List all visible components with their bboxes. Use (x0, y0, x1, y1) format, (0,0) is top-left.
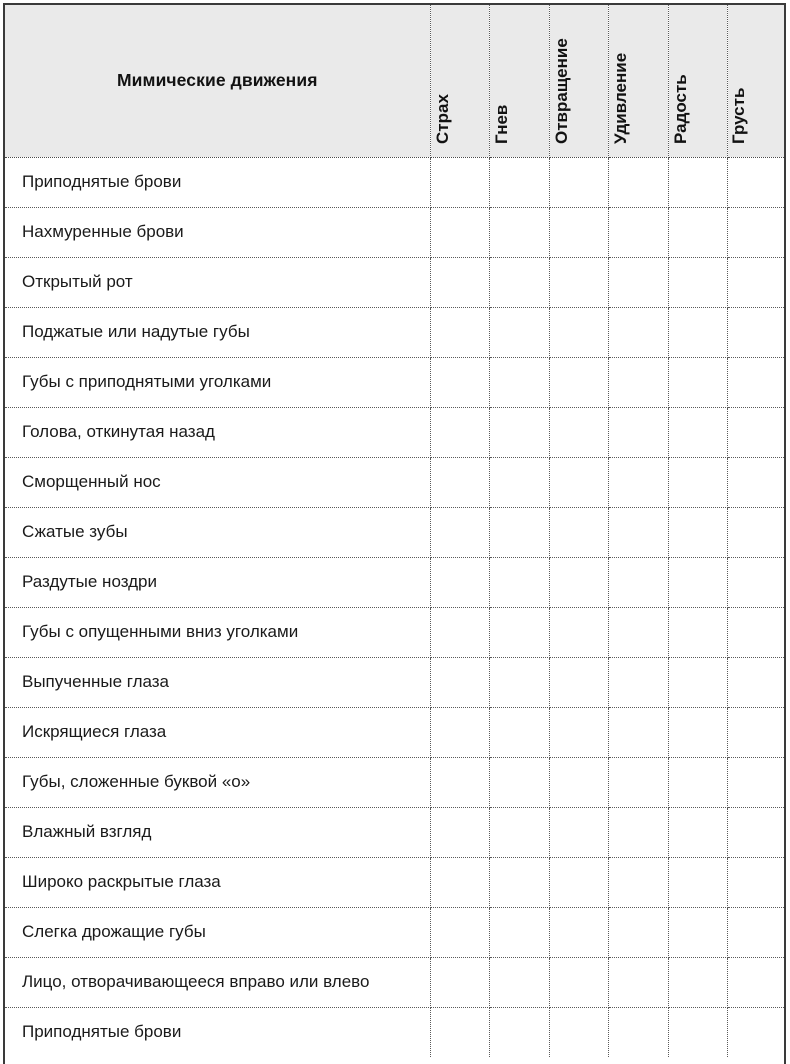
checkbox-cell[interactable] (430, 507, 489, 557)
row-label: Губы с опущенными вниз уголками (22, 622, 299, 642)
checkbox-cell[interactable] (430, 957, 489, 1007)
checkbox-cell[interactable] (489, 707, 549, 757)
row-label: Нахмуренные брови (22, 222, 184, 242)
checkbox-cell[interactable] (668, 657, 727, 707)
row-label-cell (5, 807, 430, 857)
checkbox-cell[interactable] (668, 507, 727, 557)
row-label: Открытый рот (22, 272, 133, 292)
row-label: Слегка дрожащие губы (22, 922, 206, 942)
table-row (5, 607, 784, 657)
checkbox-cell[interactable] (668, 257, 727, 307)
checkbox-cell[interactable] (549, 357, 608, 407)
page-title: Мимические движения (116, 70, 318, 91)
row-label-cell (5, 657, 430, 707)
checkbox-cell[interactable] (430, 857, 489, 907)
checkbox-cell[interactable] (489, 807, 549, 857)
row-label-cell (5, 507, 430, 557)
table-row (5, 907, 784, 957)
checkbox-cell[interactable] (549, 757, 608, 807)
checkbox-cell[interactable] (549, 657, 608, 707)
table-row (5, 1007, 784, 1057)
checkbox-cell[interactable] (549, 907, 608, 957)
table-row (5, 657, 784, 707)
checkbox-cell[interactable] (489, 357, 549, 407)
table-row (5, 557, 784, 607)
checkbox-cell[interactable] (668, 207, 727, 257)
checkbox-cell[interactable] (668, 807, 727, 857)
table-row (5, 357, 784, 407)
checkbox-cell[interactable] (608, 207, 668, 257)
table-row (5, 507, 784, 557)
checkbox-cell[interactable] (668, 457, 727, 507)
checkbox-cell[interactable] (549, 257, 608, 307)
checkbox-cell[interactable] (489, 607, 549, 657)
checkbox-cell[interactable] (489, 907, 549, 957)
checkbox-cell[interactable] (489, 1007, 549, 1057)
table-row (5, 707, 784, 757)
checkbox-cell[interactable] (430, 307, 489, 357)
checkbox-cell[interactable] (549, 707, 608, 757)
table-corner-header (5, 5, 430, 157)
row-label-cell (5, 257, 430, 307)
checkbox-cell[interactable] (727, 257, 784, 307)
checkbox-cell[interactable] (489, 157, 549, 207)
checkbox-cell[interactable] (608, 907, 668, 957)
checkbox-cell[interactable] (668, 1007, 727, 1057)
row-label-cell (5, 307, 430, 357)
checkbox-cell[interactable] (549, 207, 608, 257)
row-label-cell (5, 357, 430, 407)
row-label: Поджатые или надутые губы (22, 322, 250, 342)
checkbox-cell[interactable] (727, 707, 784, 757)
checkbox-cell[interactable] (727, 857, 784, 907)
checkbox-cell[interactable] (727, 807, 784, 857)
checkbox-cell[interactable] (727, 557, 784, 607)
row-label: Приподнятые брови (22, 1022, 182, 1042)
checkbox-cell[interactable] (608, 1007, 668, 1057)
table-body (5, 157, 784, 1057)
checkbox-cell[interactable] (489, 657, 549, 707)
checkbox-cell[interactable] (727, 207, 784, 257)
checkbox-cell[interactable] (430, 607, 489, 657)
checkbox-cell[interactable] (549, 407, 608, 457)
row-label-cell (5, 757, 430, 807)
table-row (5, 807, 784, 857)
checkbox-cell[interactable] (549, 507, 608, 557)
checkbox-cell[interactable] (549, 457, 608, 507)
row-label: Выпученные глаза (22, 672, 170, 692)
column-header-label: Грусть (728, 87, 748, 144)
table-row (5, 207, 784, 257)
checkbox-cell[interactable] (608, 607, 668, 657)
row-label-cell (5, 957, 430, 1007)
checkbox-cell[interactable] (608, 307, 668, 357)
checkbox-cell[interactable] (668, 607, 727, 657)
facial-movements-emotion-table (5, 5, 784, 1057)
row-label-cell (5, 607, 430, 657)
checkbox-cell[interactable] (668, 357, 727, 407)
checkbox-cell[interactable] (489, 857, 549, 907)
checkbox-cell[interactable] (430, 907, 489, 957)
checkbox-cell[interactable] (489, 457, 549, 507)
checkbox-cell[interactable] (608, 507, 668, 557)
checkbox-cell[interactable] (549, 607, 608, 657)
checkbox-cell[interactable] (489, 507, 549, 557)
column-header-radost (668, 5, 727, 157)
row-label-cell (5, 707, 430, 757)
checkbox-cell[interactable] (549, 557, 608, 607)
column-header-label: Страх (432, 93, 452, 144)
row-label-cell (5, 407, 430, 457)
checkbox-cell[interactable] (727, 407, 784, 457)
row-label: Губы, сложенные буквой «о» (22, 772, 251, 792)
checkbox-cell[interactable] (489, 757, 549, 807)
row-label: Приподнятые брови (22, 172, 182, 192)
checkbox-cell[interactable] (668, 557, 727, 607)
table-row (5, 957, 784, 1007)
checkbox-cell[interactable] (608, 707, 668, 757)
checkbox-cell[interactable] (727, 307, 784, 357)
checkbox-cell[interactable] (608, 757, 668, 807)
table-row (5, 407, 784, 457)
table-row (5, 257, 784, 307)
checkbox-cell[interactable] (727, 507, 784, 557)
row-label: Сморщенный нос (22, 472, 161, 492)
checkbox-cell[interactable] (727, 157, 784, 207)
checkbox-cell[interactable] (727, 457, 784, 507)
checkbox-cell[interactable] (430, 357, 489, 407)
checkbox-cell[interactable] (608, 407, 668, 457)
checkbox-cell[interactable] (668, 907, 727, 957)
checkbox-cell[interactable] (430, 807, 489, 857)
column-header-strah (430, 5, 489, 157)
checkbox-cell[interactable] (668, 707, 727, 757)
header-row (5, 5, 784, 157)
checkbox-cell[interactable] (727, 357, 784, 407)
row-label-cell (5, 907, 430, 957)
checkbox-cell[interactable] (668, 957, 727, 1007)
checkbox-cell[interactable] (489, 557, 549, 607)
row-label: Влажный взгляд (22, 822, 152, 842)
checkbox-cell[interactable] (489, 207, 549, 257)
checkbox-cell[interactable] (430, 707, 489, 757)
checkbox-cell[interactable] (430, 407, 489, 457)
row-label: Раздутые ноздри (22, 572, 158, 592)
checkbox-cell[interactable] (489, 407, 549, 457)
row-label-cell (5, 857, 430, 907)
checkbox-cell[interactable] (727, 1007, 784, 1057)
table-row (5, 307, 784, 357)
row-label: Сжатые зубы (22, 522, 128, 542)
column-header-otvrashchenie (549, 5, 608, 157)
column-header-udivlenie (608, 5, 668, 157)
checkbox-cell[interactable] (549, 1007, 608, 1057)
checkbox-cell[interactable] (430, 207, 489, 257)
checkbox-cell[interactable] (430, 157, 489, 207)
checkbox-cell[interactable] (668, 407, 727, 457)
checkbox-cell[interactable] (549, 957, 608, 1007)
checkbox-cell[interactable] (430, 757, 489, 807)
column-header-label: Удивление (611, 52, 630, 144)
row-label: Губы с приподнятыми уголками (22, 372, 272, 392)
row-label: Искрящиеся глаза (22, 722, 167, 742)
checkbox-cell[interactable] (727, 957, 784, 1007)
checkbox-cell[interactable] (668, 757, 727, 807)
checkbox-cell[interactable] (549, 157, 608, 207)
checkbox-cell[interactable] (727, 607, 784, 657)
checkbox-cell[interactable] (430, 557, 489, 607)
checkbox-cell[interactable] (608, 657, 668, 707)
column-header-label: Радость (670, 73, 690, 144)
checkbox-cell[interactable] (608, 457, 668, 507)
checkbox-cell[interactable] (430, 657, 489, 707)
checkbox-cell[interactable] (549, 857, 608, 907)
column-header-label: Отвращение (551, 37, 571, 144)
column-header-gnev (489, 5, 549, 157)
checkbox-cell[interactable] (668, 157, 727, 207)
table-row (5, 757, 784, 807)
checkbox-cell[interactable] (727, 907, 784, 957)
checkbox-cell[interactable] (430, 257, 489, 307)
checkbox-cell[interactable] (608, 557, 668, 607)
table-header (5, 5, 784, 157)
row-label-cell (5, 1007, 430, 1057)
column-header-grust (727, 5, 784, 157)
checkbox-cell[interactable] (668, 307, 727, 357)
table-row (5, 457, 784, 507)
checkbox-cell[interactable] (608, 357, 668, 407)
checkbox-cell[interactable] (430, 457, 489, 507)
table-row (5, 157, 784, 207)
checkbox-cell[interactable] (489, 257, 549, 307)
checkbox-cell[interactable] (608, 857, 668, 907)
table-row (5, 857, 784, 907)
row-label: Лицо, отворачивающееся вправо или влево (22, 972, 370, 992)
row-label-cell (5, 157, 430, 207)
checkbox-cell[interactable] (727, 657, 784, 707)
checkbox-cell[interactable] (668, 857, 727, 907)
column-header-label: Гнев (492, 104, 511, 144)
checkbox-cell[interactable] (608, 257, 668, 307)
checkbox-cell[interactable] (430, 1007, 489, 1057)
checkbox-cell[interactable] (489, 957, 549, 1007)
row-label-cell (5, 457, 430, 507)
checkbox-cell[interactable] (608, 807, 668, 857)
row-label-cell (5, 557, 430, 607)
worksheet-table-frame (3, 3, 786, 1064)
row-label-cell (5, 207, 430, 257)
checkbox-cell[interactable] (549, 307, 608, 357)
row-label: Голова, откинутая назад (22, 422, 215, 442)
row-label: Широко раскрытые глаза (22, 872, 221, 892)
checkbox-cell[interactable] (549, 807, 608, 857)
checkbox-cell[interactable] (727, 757, 784, 807)
checkbox-cell[interactable] (608, 157, 668, 207)
checkbox-cell[interactable] (608, 957, 668, 1007)
checkbox-cell[interactable] (489, 307, 549, 357)
